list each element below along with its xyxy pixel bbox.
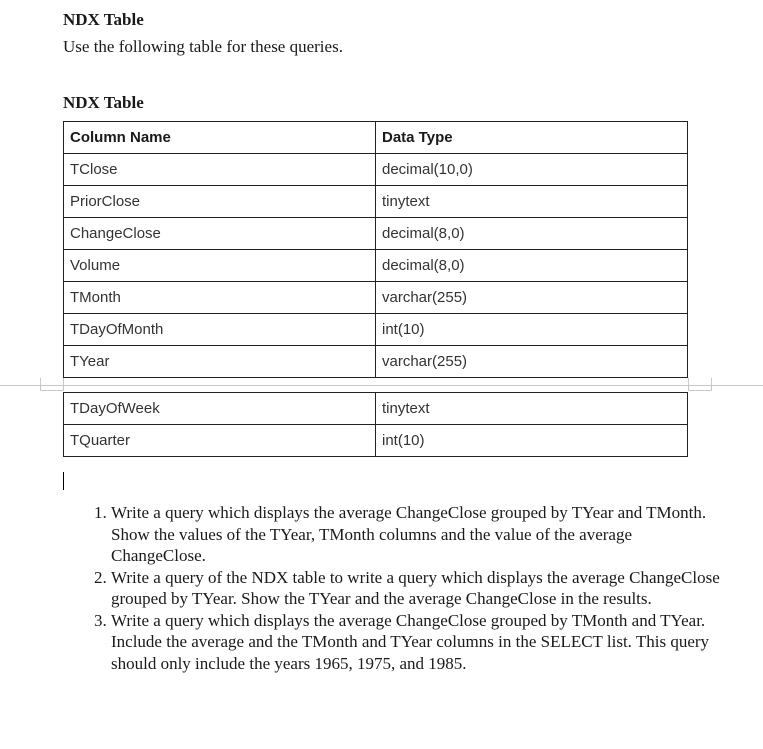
column-name-cell: TClose xyxy=(64,154,376,186)
column-name-cell: TQuarter xyxy=(64,425,376,457)
column-name-cell: TDayOfWeek xyxy=(64,393,376,425)
column-name-cell: ChangeClose xyxy=(64,218,376,250)
ndx-table-part1 xyxy=(63,121,688,378)
table-row xyxy=(64,282,688,314)
table-row xyxy=(64,250,688,282)
data-type-cell: decimal(8,0) xyxy=(376,250,688,282)
column-name-cell: Volume xyxy=(64,250,376,282)
data-type-cell: tinytext xyxy=(376,186,688,218)
data-type-cell: varchar(255) xyxy=(376,282,688,314)
page-break-marker-left xyxy=(40,378,64,391)
table-header-row xyxy=(64,122,688,154)
table-row xyxy=(64,346,688,378)
question-list xyxy=(63,502,731,674)
table-row xyxy=(64,314,688,346)
data-type-cell: decimal(8,0) xyxy=(376,218,688,250)
data-type-header: Data Type xyxy=(376,122,688,154)
question-item: 2. Write a query of the NDX table to write a query which displays the average ChangeClose grouped by TYear. Show the TYear and the average ChangeClose in the results. xyxy=(111,567,731,610)
page-break-marker-right xyxy=(688,378,712,391)
question-item: 1. Write a query which displays the average ChangeClose grouped by TYear and TMonth. Show the values of the TYear, TMonth columns and the value of the average ChangeClose. xyxy=(111,502,731,567)
column-name-cell: PriorClose xyxy=(64,186,376,218)
column-name-cell: TYear xyxy=(64,346,376,378)
column-name-cell: TDayOfMonth xyxy=(64,314,376,346)
text-cursor xyxy=(63,472,64,490)
table-row xyxy=(64,425,688,457)
table-row xyxy=(64,393,688,425)
ndx-table-part2 xyxy=(63,392,688,457)
table-row xyxy=(64,154,688,186)
question-item: 3. Write a query which displays the average ChangeClose grouped by TMonth and TYear. Include the average and the TMonth and TYear columns in the SELECT list. This query should only include the years 1965, 1975, and 1985. xyxy=(111,610,731,675)
column-name-cell: TMonth xyxy=(64,282,376,314)
intro-text: Use the following table for these queries. xyxy=(63,37,343,56)
table-caption: NDX Table xyxy=(63,93,144,112)
data-type-cell: int(10) xyxy=(376,425,688,457)
table-row xyxy=(64,218,688,250)
document-heading: NDX Table xyxy=(63,10,144,29)
data-type-cell: varchar(255) xyxy=(376,346,688,378)
table-row xyxy=(64,186,688,218)
data-type-cell: decimal(10,0) xyxy=(376,154,688,186)
data-type-cell: tinytext xyxy=(376,393,688,425)
column-name-header: Column Name xyxy=(64,122,376,154)
data-type-cell: int(10) xyxy=(376,314,688,346)
page-break-line xyxy=(0,385,763,386)
